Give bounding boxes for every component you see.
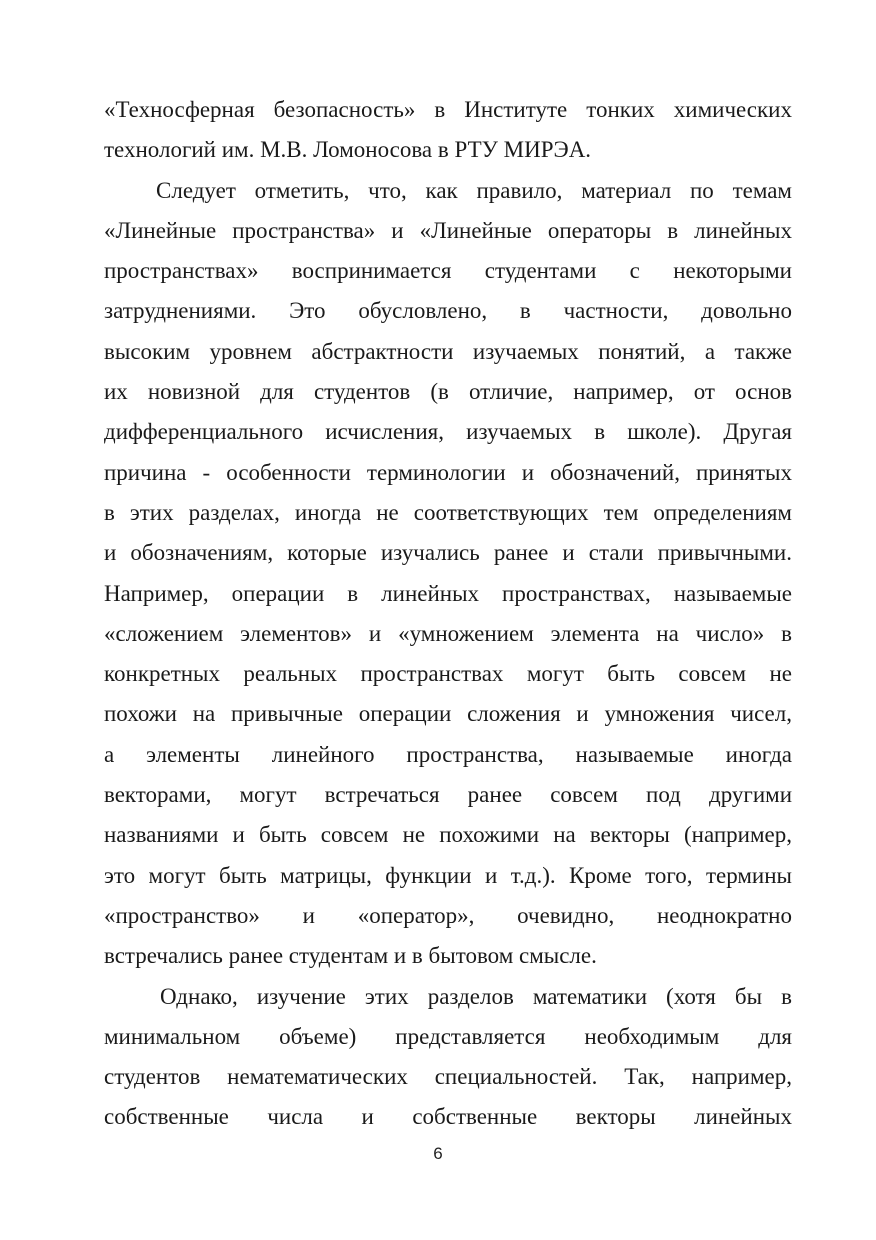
paragraph-2-line-2: «Линейные пространства» и «Линейные операторы в линейных [104, 217, 792, 243]
paragraph-1-line-2: технологий им. М.В. Ломоносова в РТУ МИРЭА. [104, 137, 592, 163]
paragraph-3-line-4: собственные числа и собственные векторы линейных [104, 1104, 792, 1130]
paragraph-2-line-7: дифференциального исчисления, изучаемых в школе). Другая [104, 419, 792, 445]
paragraph-2-line-15: а элементы линейного пространства, называемые иногда [104, 741, 792, 767]
paragraph-2-line-11: Например, операции в линейных пространствах, называемые [104, 580, 792, 606]
paragraph-2-line-5: высоким уровнем абстрактности изучаемых понятий, а также [104, 338, 792, 364]
body-text [104, 90, 792, 1138]
paragraph-2-line-13: конкретных реальных пространствах могут быть совсем не [104, 661, 792, 687]
paragraph-2-line-18: это могут быть матрицы, функции и т.д.). Кроме того, термины [104, 862, 792, 888]
page-number: 6 [433, 1144, 443, 1163]
paragraph-2-line-19: «пространство» и «оператор», очевидно, неоднократно [104, 902, 792, 928]
paragraph-2-line-6: их новизной для студентов (в отличие, например, от основ [104, 379, 792, 405]
paragraph-2-line-12: «сложением элементов» и «умножением элемента на число» в [104, 620, 792, 646]
paragraph-3-line-1: Однако, изучение этих разделов математики (хотя бы в [160, 983, 792, 1009]
paragraph-2-line-1: Следует отметить, что, как правило, материал по темам [156, 177, 792, 203]
paragraph-2-line-10: и обозначениям, которые изучались ранее и стали привычными. [104, 540, 792, 566]
paragraph-3-line-2: минимальном объеме) представляется необходимым для [104, 1023, 792, 1049]
paragraph-1-line-1: «Техносферная безопасность» в Институте тонких химических [104, 97, 792, 122]
paragraph-2-line-16: векторами, могут встречаться ранее совсем под другими [104, 782, 792, 808]
paragraph-2-line-9: в этих разделах, иногда не соответствующих тем определениям [104, 499, 792, 525]
paragraph-2-line-4: затруднениями. Это обусловлено, в частности, довольно [104, 298, 792, 324]
paragraph-3-line-3: студентов нематематических специальностей. Так, например, [104, 1064, 792, 1090]
paragraph-2-line-14: похожи на привычные операции сложения и умножения чисел, [104, 701, 792, 727]
paragraph-2-line-20: встречались ранее студентам и в бытовом смысле. [104, 943, 597, 969]
paragraph-2-line-17: названиями и быть совсем не похожими на векторы (например, [104, 822, 792, 848]
paragraph-2-line-3: пространствах» воспринимается студентами с некоторыми [104, 258, 792, 284]
paragraph-2-line-8: причина - особенности терминологии и обозначений, принятых [104, 459, 792, 485]
